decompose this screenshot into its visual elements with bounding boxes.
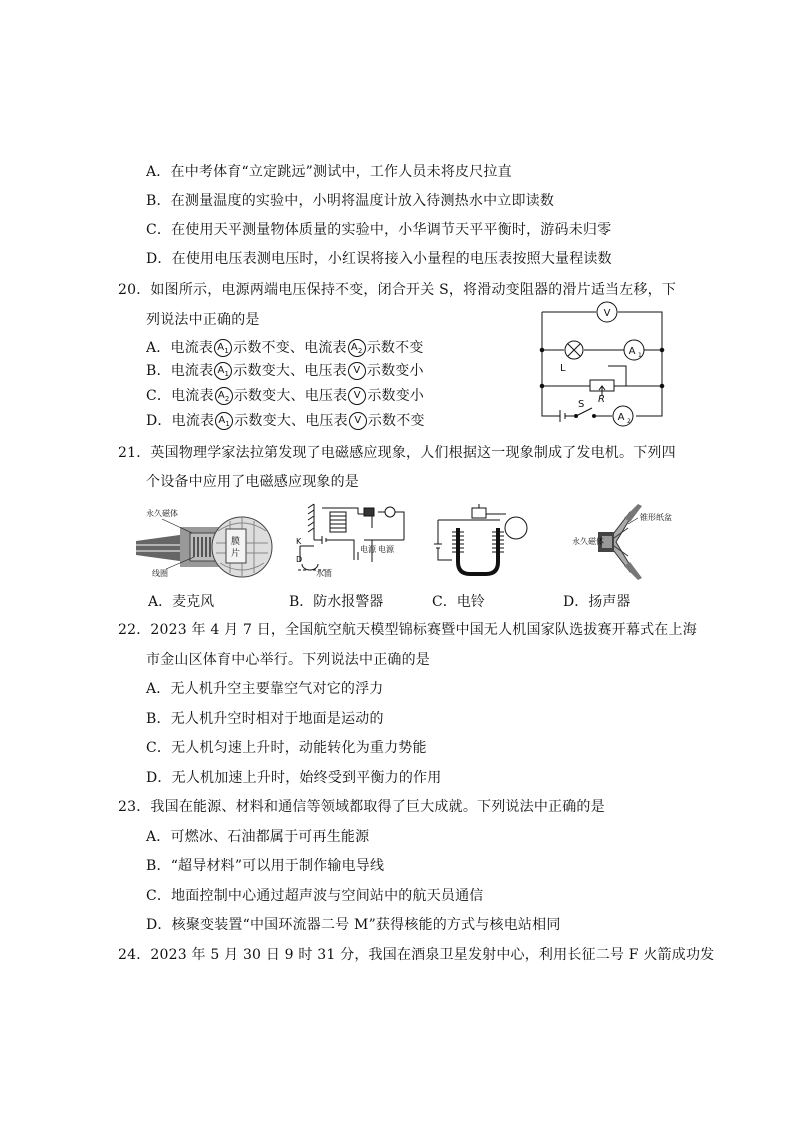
ammeter-symbol: $A_2$ <box>215 387 233 405</box>
water-surface-label: 水面 <box>316 569 332 578</box>
svg-text:V: V <box>603 308 611 319</box>
electromagnet-icon <box>314 504 358 540</box>
q21-caption-a: A．麦克风 <box>148 594 215 610</box>
rheostat-label: R <box>598 394 605 405</box>
lamp-icon <box>565 341 583 359</box>
voltmeter-icon <box>597 302 617 322</box>
ammeter-symbol: $A_1$ <box>215 412 233 430</box>
microphone-figure <box>134 503 280 583</box>
rheostat-icon <box>590 366 626 396</box>
coil-label: 线圈 <box>152 569 168 578</box>
q20-circuit-diagram <box>532 298 672 432</box>
q22-option-d: D．无人机加速上升时，始终受到平衡力的作用 <box>146 770 442 786</box>
ammeter-symbol: $A_2$ <box>348 339 366 357</box>
diaphragm-label-1: 膜 <box>231 537 241 547</box>
electric-bell-figure <box>430 500 530 582</box>
q19-option-a: A．在中考体育“立定跳远”测试中，工作人员未将皮尺拉直 <box>146 164 512 180</box>
q22-option-a: A．无人机升空主要靠空气对它的浮力 <box>146 681 384 697</box>
q22-option-b: B．无人机升空时相对于地面是运动的 <box>146 711 384 727</box>
svg-text:A: A <box>617 412 625 423</box>
ammeter-a2-icon <box>613 406 633 426</box>
q21-caption-d: D．扬声器 <box>563 594 631 610</box>
voltmeter-symbol: V <box>348 387 366 405</box>
d-label: D <box>296 555 303 564</box>
q19-option-c: C．在使用天平测量物体质量的实验中，小华调节天平平衡时，游码未归零 <box>146 222 612 238</box>
k-label: K <box>296 537 302 546</box>
svg-text:1: 1 <box>638 352 642 359</box>
q20-stem-line1: 20．如图所示，电源两端电压保持不变，闭合开关 S，将滑动变阻器的滑片适当左移，下 <box>118 282 677 298</box>
switch-label: S <box>578 399 585 410</box>
q23-stem: 23．我国在能源、材料和通信等领域都取得了巨大成就。下列说法中正确的是 <box>118 799 605 815</box>
svg-text:A: A <box>628 346 636 357</box>
q21-stem-line2: 个设备中应用了电磁感应现象的是 <box>146 474 359 490</box>
magnet-label: 永久磁体 <box>572 537 604 546</box>
q23-option-c: C．地面控制中心通过超声波与空间站中的航天员通信 <box>146 888 484 904</box>
bell-icon <box>358 508 374 528</box>
battery-icon <box>560 410 576 422</box>
loudspeaker-figure <box>572 498 678 584</box>
lamp-label: L <box>560 363 566 374</box>
q20-option-d: D．电流表 $A_1$ 示数变大、电压表 V 示数不变 <box>146 413 425 429</box>
diaphragm-label-2: 片 <box>231 549 241 559</box>
voltmeter-symbol: V <box>348 362 366 380</box>
q20-option-c: C．电流表 $A_2$ 示数变大、电压表 V 示数变小 <box>146 388 425 404</box>
bell-hammer-icon <box>472 504 506 518</box>
q20-option-a: A．电流表 $A_1$ 示数不变、电流表 $A_2$ 示数不变 <box>146 340 424 356</box>
bell-dome-icon <box>505 517 527 539</box>
q22-stem-line1: 22．2023 年 4 月 7 日，全国航空航天模型锦标赛暨中国无人机国家队选拔赛开幕式在上海 <box>118 622 697 638</box>
ammeter-symbol: $A_1$ <box>214 362 232 380</box>
lamp-icon <box>378 507 404 540</box>
power-source-label-1: 电源 <box>360 545 376 554</box>
loudspeaker-icon <box>598 504 642 580</box>
paper-cone-label: 锥形纸盆 <box>640 513 672 522</box>
q20-option-b: B．电流表 $A_1$ 示数变大、电压表 V 示数变小 <box>146 363 424 379</box>
q23-option-b: B．“超导材料”可以用于制作输电导线 <box>146 858 385 874</box>
power-source-label-2: 电源 <box>378 545 394 554</box>
q19-option-d: D．在使用电压表测电压时，小红误将接入小量程的电压表按照大量程读数 <box>146 251 612 267</box>
q21-caption-c: C．电铃 <box>432 594 485 610</box>
voltmeter-symbol: V <box>349 412 367 430</box>
ammeter-symbol: $A_1$ <box>214 339 232 357</box>
q23-option-d: D．核聚变装置“中国环流器二号 M”获得核能的方式与核电站相同 <box>146 917 561 933</box>
ammeter-a1-icon <box>624 340 644 360</box>
q20-stem-line2: 列说法中正确的是 <box>146 312 260 328</box>
q21-stem-line1: 21．英国物理学家法拉第发现了电磁感应现象，人们根据这一现象制成了发电机。下列四 <box>118 445 676 461</box>
q22-option-c: C．无人机匀速上升时，动能转化为重力势能 <box>146 740 427 756</box>
microphone-icon <box>136 517 272 577</box>
magnet-label: 永久磁体 <box>146 509 178 518</box>
q21-caption-b: B．防水报警器 <box>289 594 384 610</box>
q19-option-b: B．在测量温度的实验中，小明将温度计放入待测热水中立即读数 <box>146 193 555 209</box>
q23-option-a: A．可燃冰、石油都属于可再生能源 <box>146 829 370 845</box>
u-electromagnet-icon <box>452 528 504 574</box>
q24-stem-line1: 24．2023 年 5 月 30 日 9 时 31 分，我国在酒泉卫星发射中心，利用长征二号 F 火箭成功发 <box>118 947 715 963</box>
water-alarm-figure <box>294 500 410 582</box>
svg-text:2: 2 <box>627 418 631 425</box>
q22-stem-line2: 市金山区体育中心举行。下列说法中正确的是 <box>146 652 430 668</box>
